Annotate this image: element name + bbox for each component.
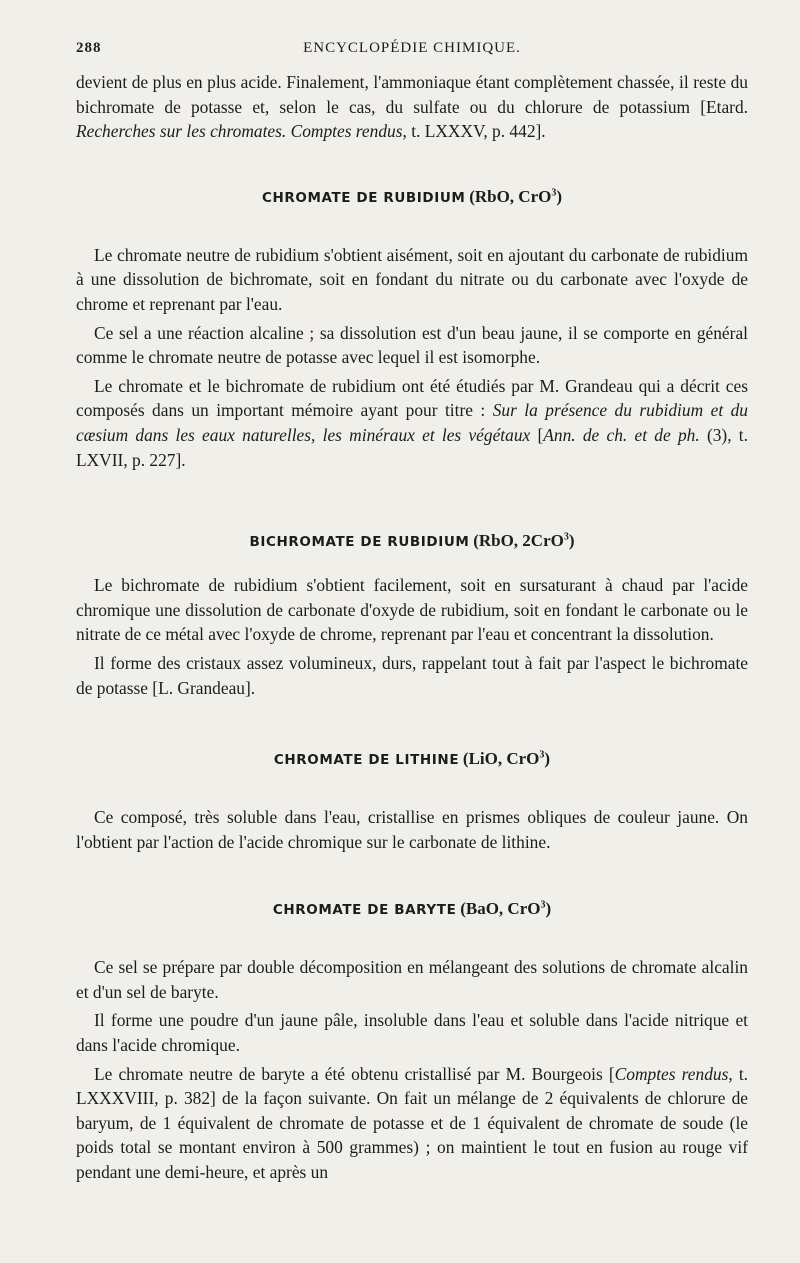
- intro-paragraph: devient de plus en plus acide. Finalement, l'ammoniaque étant complètement chassée, il reste du bichromate de potasse et, selon le cas, du sulfate ou du chlorure de potassium [Etard. Recherches sur les chromates. Comptes rendus, t. LXXXV, p. 442].: [76, 72, 748, 142]
- paragraph: Il forme une poudre d'un jaune pâle, insoluble dans l'eau et soluble dans l'acide nitrique et dans l'acide chromique.: [76, 1010, 748, 1056]
- running-header: [76, 40, 748, 66]
- paragraph: Le chromate neutre de rubidium s'obtient aisément, soit en ajoutant du carbonate de rubidium à une dissolution de bichromate, soit en fondant du nitrate ou du carbonate avec l'oxyde de chrome et reprenant par l'eau.: [76, 244, 748, 314]
- memoir-title: Sur la présence du rubidium et du cæsium dans les eaux naturelles, les minéraux et les végétaux: [76, 400, 748, 445]
- section-heading-chromate-rubidium: CHROMATE DE RUBIDIUM (RbO, CrO$^3$): [261, 186, 563, 206]
- page-number: 288: [76, 40, 102, 56]
- paragraph: Le bichromate de rubidium s'obtient facilement, soit en sursaturant à chaud par l'acide chromique une dissolution de carbonate d'oxyde de rubidium, soit en fondant le carbonate ou le nitrate de ce métal avec l'oxyde de chrome, reprenant par l'eau et concentrant la dissolution.: [76, 575, 748, 645]
- document-page: [76, 40, 748, 1185]
- section-heading-chromate-lithine: CHROMATE DE LITHINE (LiO, CrO$^3$): [273, 749, 551, 769]
- section-heading-chromate-baryte: CHROMATE DE BARYTE (BaO, CrO$^3$): [272, 899, 552, 919]
- paragraph: Ce composé, très soluble dans l'eau, cristallise en prismes obliques de couleur jaune. On l'obtient par l'action de l'acide chromique sur le carbonate de lithine.: [76, 807, 748, 852]
- paragraph: Le chromate neutre de baryte a été obtenu cristallisé par M. Bourgeois [Comptes rendus, t. LXXXVIII, p. 382] de la façon suivante. On fait un mélange de 2 équivalents de chlorure de baryum, de 1 équivalent de chromate de potasse et de 1 équivalent de chromate de soude (le poids total se montant environ à 500 grammes) ; on maintient le tout en fusion au rouge vif pendant une demi-heure, et après un: [76, 1063, 748, 1183]
- paragraph: Il forme des cristaux assez volumineux, durs, rappelant tout à fait par l'aspect le bichromate de potasse [L. Grandeau].: [76, 652, 748, 698]
- paragraph: Ce sel a une réaction alcaline ; sa dissolution est d'un beau jaune, il se comporte en général comme le chromate neutre de potasse avec lequel il est isomorphe.: [76, 322, 748, 368]
- journal-title: Ann. de ch. et de ph.: [543, 424, 700, 445]
- paragraph: Ce sel se prépare par double décomposition en mélangeant des solutions de chromate alcalin et d'un sel de baryte.: [76, 957, 748, 1002]
- paragraph: Le chromate et le bichromate de rubidium ont été étudiés par M. Grandeau qui a décrit ces composés dans un important mémoire ayant pour titre : Sur la présence du rubidium et du cæsium dans les eaux naturelles, les minéraux et les végétaux [Ann. de ch. et de ph. (3), t. LXVII, p. 227].: [76, 375, 748, 470]
- section-heading-bichromate-rubidium: BICHROMATE DE RUBIDIUM (RbO, 2CrO$^3$): [249, 531, 575, 551]
- journal-title: Comptes rendus: [614, 1063, 729, 1084]
- reference-title: Recherches sur les chromates. Comptes rendus: [76, 121, 403, 142]
- running-title: ENCYCLOPÉDIE CHIMIQUE.: [303, 40, 521, 56]
